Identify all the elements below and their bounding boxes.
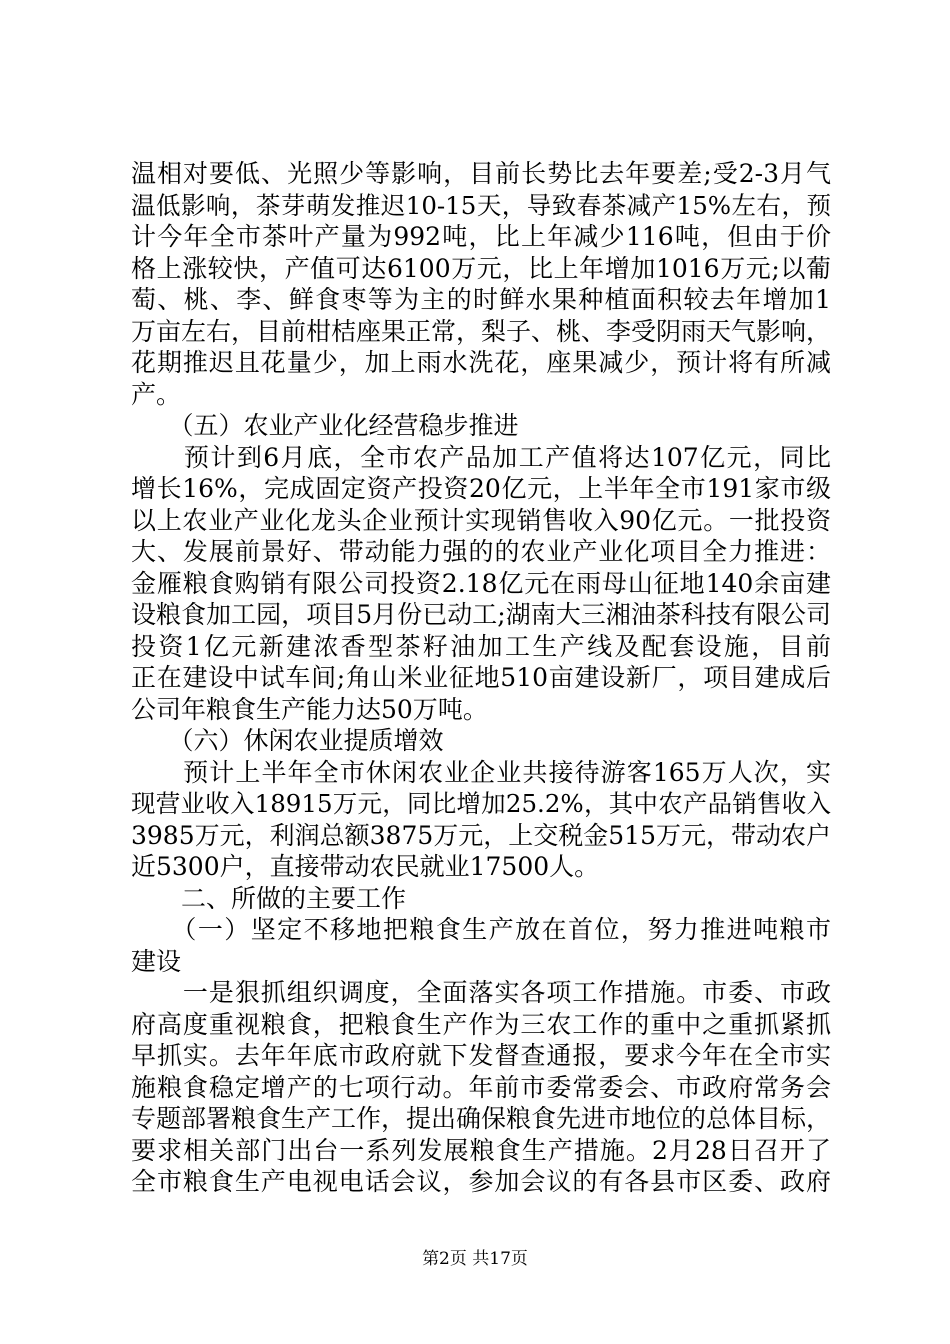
text-line: 预计上半年全市休闲农业企业共接待游客165万人次，实: [131, 757, 831, 787]
text-line: 建设: [131, 946, 182, 976]
text-line: 温相对要低、光照少等影响，目前长势比去年要差;受2-3月气: [131, 159, 831, 188]
page-footer: 第2页 共17页: [422, 1249, 528, 1269]
text-line: 花期推迟且花量少，加上雨水洗花，座果减少，预计将有所减: [131, 348, 831, 377]
text-line: 万亩左右，目前柑桔座果正常，梨子、桃、李受阴雨天气影响，: [131, 316, 832, 346]
text-line: 温低影响，茶芽萌发推迟10-15天，导致春茶减产15%左右，预: [131, 190, 831, 220]
document-body: [131, 158, 831, 1198]
text-line: 二、所做的主要工作: [131, 883, 407, 913]
text-line: （一）坚定不移地把粮食生产放在首位，努力推进吨粮市: [131, 915, 831, 944]
text-line: 专题部署粮食生产工作，提出确保粮食先进市地位的总体目标，: [131, 1104, 832, 1133]
text-line: 3985万元，利润总额3875万元，上交税金515万元，带动农户: [131, 820, 831, 850]
text-line: 府高度重视粮食，把粮食生产作为三农工作的重中之重抓紧抓: [131, 1009, 831, 1039]
text-line: 施粮食稳定增产的七项行动。年前市委常委会、市政府常务会: [131, 1072, 831, 1102]
text-line: 大、发展前景好、带动能力强的的农业产业化项目全力推进：: [131, 537, 831, 566]
text-line: 近5300户，直接带动农民就业17500人。: [131, 852, 600, 881]
text-line: 萄、桃、李、鲜食枣等为主的时鲜水果种植面积较去年增加1: [131, 285, 831, 314]
text-line: 金雁粮食购销有限公司投资2.18亿元在雨母山征地140余亩建: [131, 568, 831, 598]
text-line: 计今年全市茶叶产量为992吨，比上年减少116吨，但由于价: [131, 222, 831, 251]
text-line: 以上农业产业化龙头企业预计实现销售收入90亿元。一批投资: [131, 505, 831, 535]
text-line: 公司年粮食生产能力达50万吨。: [131, 694, 488, 724]
text-line: 全市粮食生产电视电话会议，参加会议的有各县市区委、政府: [131, 1167, 831, 1196]
text-line: （六）休闲农业提质增效: [131, 726, 444, 755]
text-line: 格上涨较快，产值可达6100万元，比上年增加1016万元;以葡: [131, 253, 831, 283]
text-line: 预计到6月底，全市农产品加工产值将达107亿元，同比: [131, 442, 831, 472]
text-line: 产。: [131, 379, 182, 409]
text-line: 早抓实。去年年底市政府就下发督查通报，要求今年在全市实: [131, 1041, 831, 1070]
text-line: 现营业收入18915万元，同比增加25.2%，其中农产品销售收入: [131, 789, 831, 818]
text-line: 增长16%，完成固定资产投资20亿元，上半年全市191家市级: [131, 474, 831, 503]
text-line: 设粮食加工园，项目5月份已动工;湖南大三湘油茶科技有限公司: [131, 600, 831, 629]
text-line: （五）农业产业化经营稳步推进: [131, 411, 519, 440]
text-line: 要求相关部门出台一系列发展粮食生产措施。2月28日召开了: [131, 1135, 831, 1165]
text-line: 投资1亿元新建浓香型茶籽油加工生产线及配套设施，目前: [131, 631, 831, 661]
text-line: 一是狠抓组织调度，全面落实各项工作措施。市委、市政: [131, 978, 831, 1007]
text-line: 正在建设中试车间;角山米业征地510亩建设新厂，项目建成后: [131, 663, 831, 692]
